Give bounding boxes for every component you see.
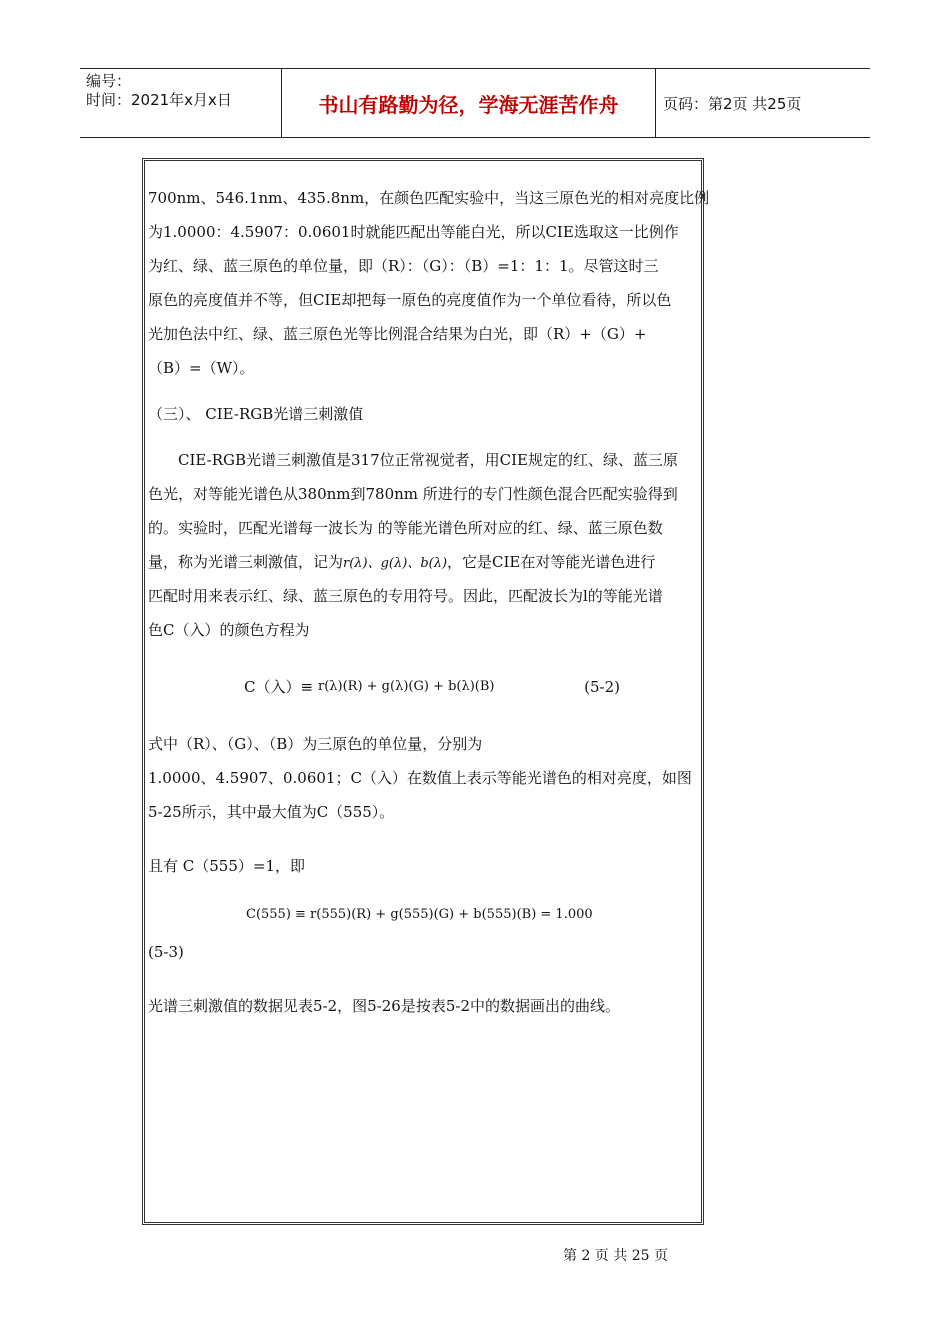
text-line: 匹配时用来表示红、绿、蓝三原色的专用符号。因此，匹配波长为l的等能光谱 (148, 587, 663, 605)
equation-body: C(555) ≡ r(555)(R) + g(555)(G) + b(555)(B) = 1.000 (246, 907, 593, 922)
text-line: 式中（R）、（G）、（B）为三原色的单位量，分别为 (148, 735, 483, 753)
equation-left: C（入）≡ (244, 678, 314, 696)
text-line: 原色的亮度值并不等，但CIE却把每一原色的亮度值作为一个单位看待，所以色 (148, 291, 672, 309)
header-page-info: 页码：第2页 共25页 (663, 94, 802, 113)
text-line: 700nm、546.1nm、435.8nm，在颜色匹配实验中，当这三原色光的相对亮度比例 (148, 189, 710, 207)
text-line: 光谱三刺激值的数据见表5-2，图5-26是按表5-2中的数据画出的曲线。 (148, 997, 621, 1015)
page-footer: 第 2 页 共 25 页 (563, 1248, 668, 1264)
text-span: 量，称为光谱三刺激值，记为 (148, 553, 344, 571)
content-frame (142, 158, 710, 1225)
text-line: 色C（入）的颜色方程为 (148, 621, 310, 639)
text-span: ，它是CIE在对等能光谱色进行 (447, 553, 656, 571)
text-line: 且有 C（555）=1，即 (148, 857, 305, 875)
equation-number: (5-2) (584, 678, 620, 696)
text-line: 1.0000、4.5907、0.0601；C（入）在数值上表示等能光谱色的相对亮度，如图 (148, 769, 692, 787)
text-line: 为红、绿、蓝三原色的单位量，即（R）：（G）：（B）=1：1：1。尽管这时三 (148, 257, 659, 275)
header-motto: 书山有路勤为径，学海无涯苦作舟 (318, 92, 619, 117)
text-line: CIE-RGB光谱三刺激值是317位正常视觉者，用CIE规定的红、绿、蓝三原 (178, 451, 678, 469)
section-title: （三）、 CIE-RGB光谱三刺激值 (148, 405, 364, 423)
number-label: 编号： (86, 72, 132, 90)
equation-right: r(λ)(R) + g(λ)(G) + b(λ)(B) (318, 679, 495, 694)
text-line: 的。实验时，匹配光谱每一波长为 的等能光谱色所对应的红、绿、蓝三原色数 (148, 519, 663, 537)
text-line: 光加色法中红、绿、蓝三原色光等比例混合结果为白光，即（R）+（G）+ (148, 325, 647, 343)
text-line: 5-25所示，其中最大值为C（555）。 (148, 803, 395, 821)
equation-number: (5-3) (148, 943, 184, 961)
text-line: 色光，对等能光谱色从380nm到780nm 所进行的专门性颜色混合匹配实验得到 (148, 485, 678, 503)
tristimulus-formula: r(λ)、g(λ)、b(λ) (343, 556, 448, 571)
text-line: 为1.0000：4.5907：0.0601时就能匹配出等能白光，所以CIE选取这一比例作 (148, 223, 679, 241)
equation-5-2 (148, 667, 700, 707)
paragraph-3 (148, 727, 700, 829)
paragraph-2 (148, 443, 700, 647)
text-line: （B）=（W）。 (148, 359, 255, 377)
document-header (80, 68, 870, 138)
equation-5-3 (148, 895, 700, 935)
content-body (148, 181, 710, 1023)
text-line (148, 545, 700, 579)
date-label: 时间：2021年x月x日 (86, 91, 232, 109)
paragraph-1 (148, 181, 710, 385)
header-divider (655, 69, 656, 137)
header-meta (86, 72, 282, 110)
